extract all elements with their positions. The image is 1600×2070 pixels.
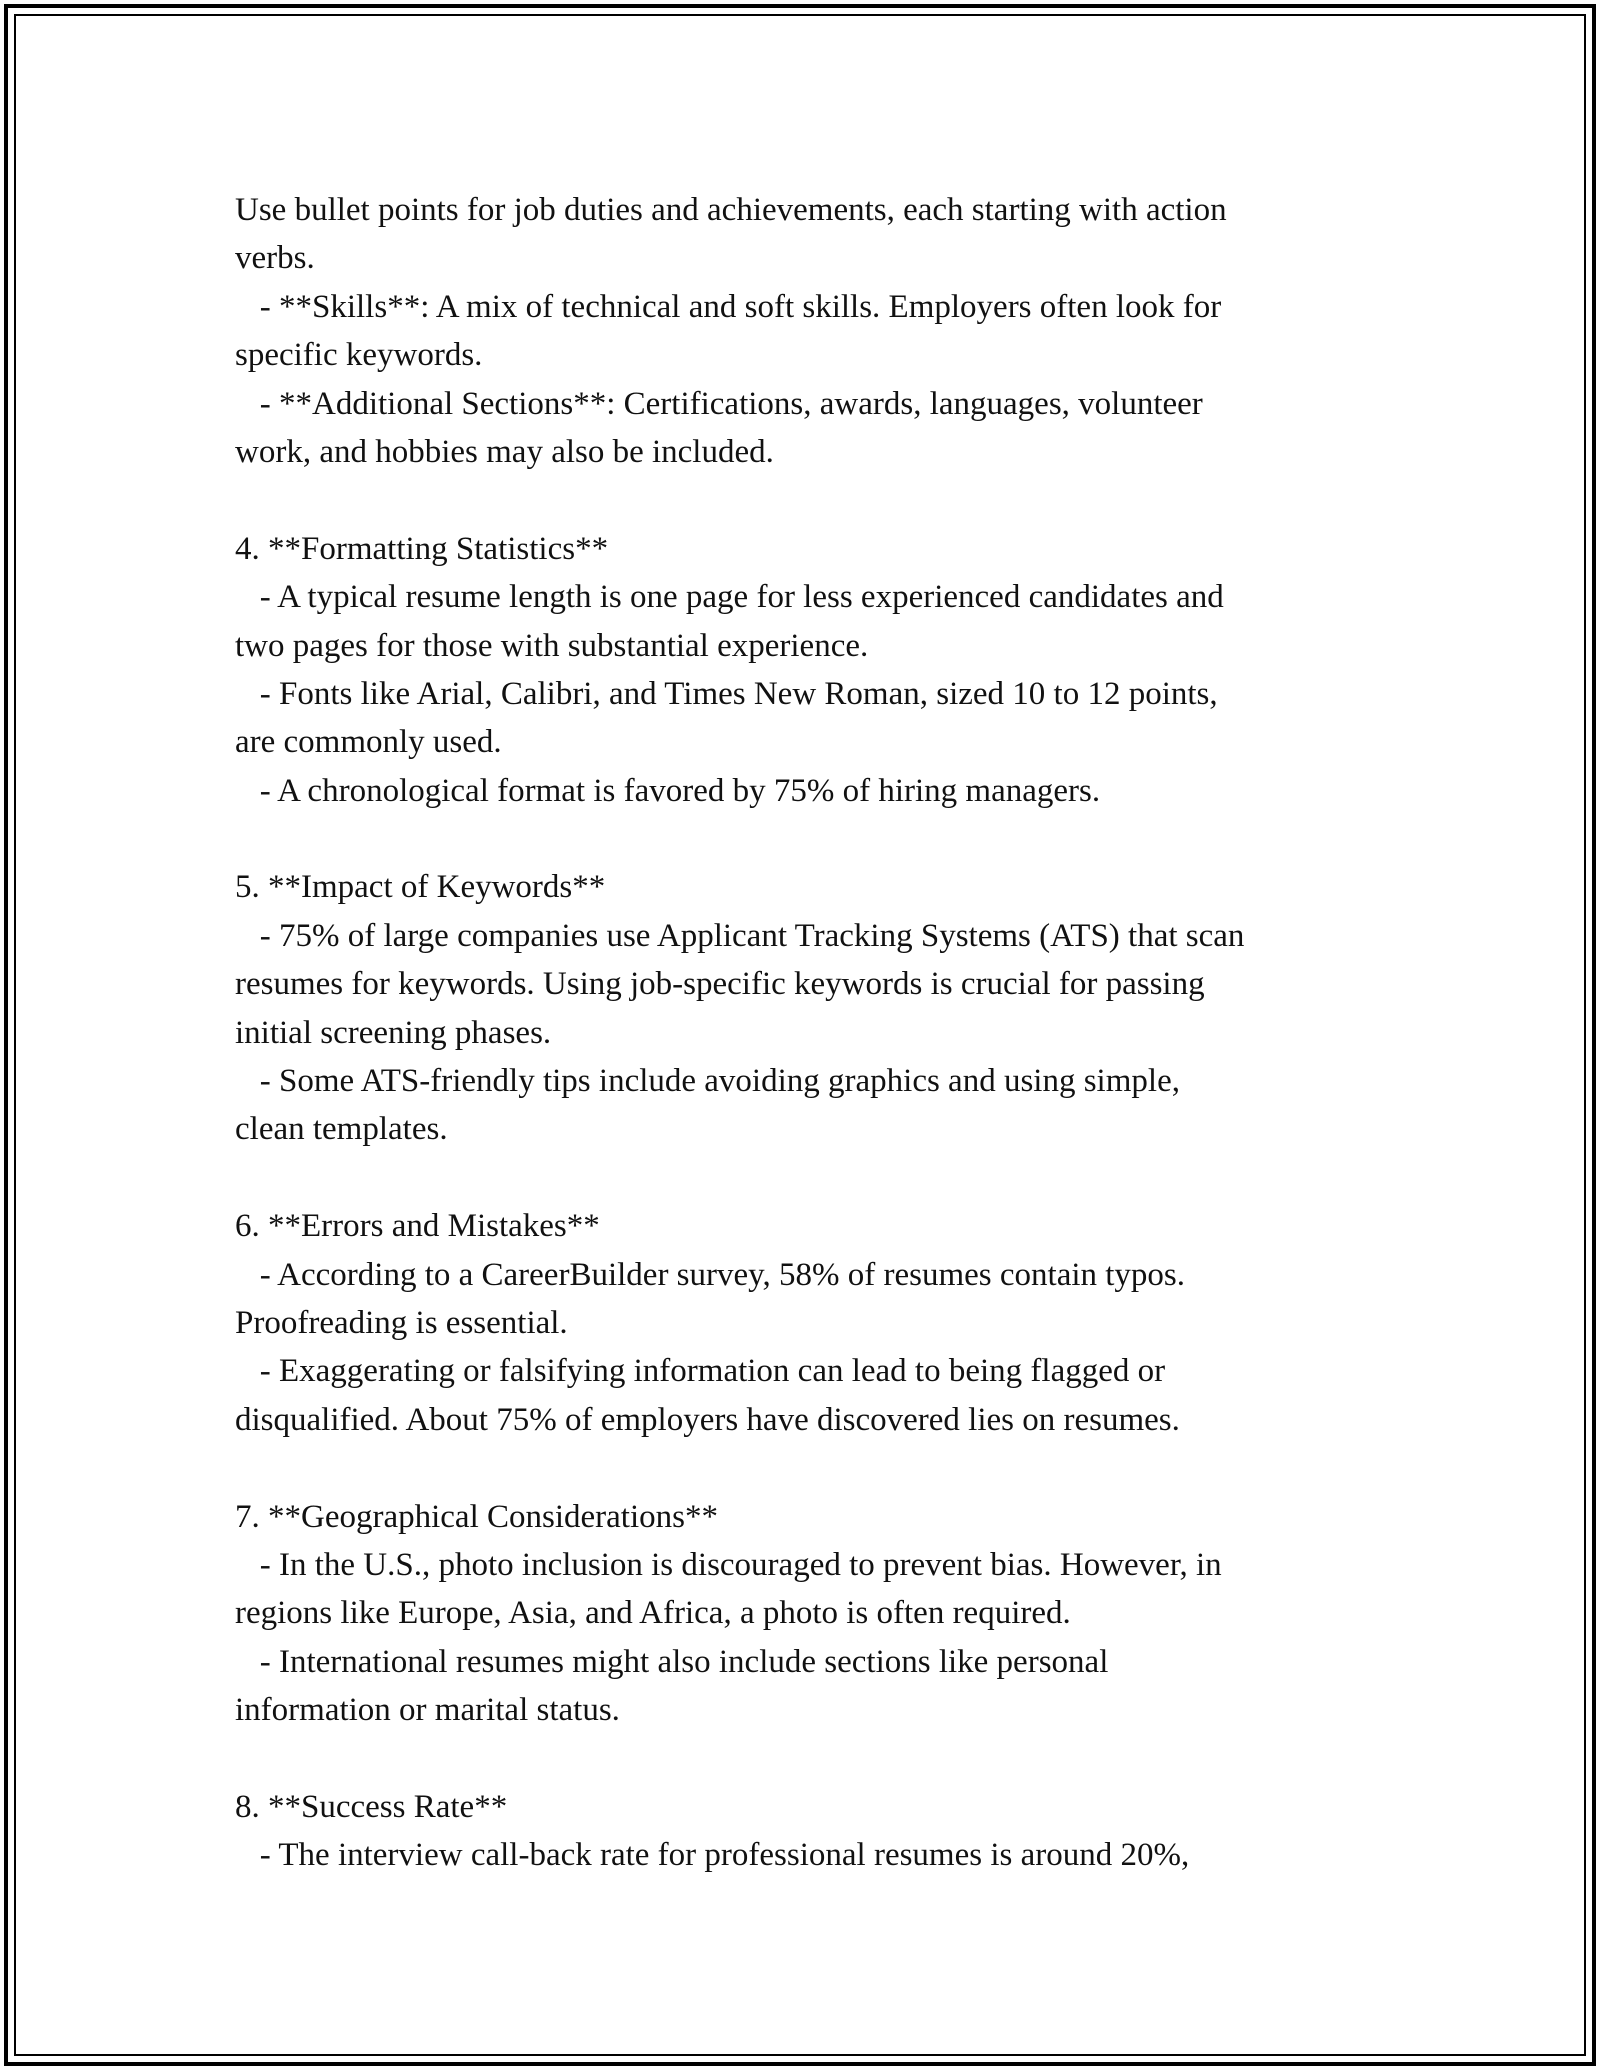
text-line: verbs.	[235, 240, 315, 277]
text-line: - According to a CareerBuilder survey, 58% of resumes contain typos.	[235, 1256, 1186, 1293]
text-line: two pages for those with substantial experience.	[235, 627, 869, 664]
document-body	[235, 186, 1415, 1880]
blank-line	[235, 476, 1415, 524]
text-line: regions like Europe, Asia, and Africa, a photo is often required.	[235, 1595, 1071, 1632]
text-line: work, and hobbies may also be included.	[235, 433, 774, 470]
text-line: resumes for keywords. Using job-specific keywords is crucial for passing	[235, 966, 1205, 1003]
section-heading: 4. **Formatting Statistics**	[235, 530, 609, 567]
section-heading: 6. **Errors and Mistakes**	[235, 1208, 600, 1245]
text-line: clean templates.	[235, 1111, 448, 1148]
section-heading: 5. **Impact of Keywords**	[235, 869, 606, 906]
blank-line	[235, 1444, 1415, 1492]
section-heading: 7. **Geographical Considerations**	[235, 1498, 718, 1535]
text-line: - Exaggerating or falsifying information can lead to being flagged or	[235, 1353, 1166, 1390]
blank-line	[235, 815, 1415, 863]
blank-line	[235, 1154, 1415, 1202]
text-line: Proofreading is essential.	[235, 1304, 568, 1341]
text-line: - A typical resume length is one page for less experienced candidates and	[235, 579, 1224, 616]
text-line: - In the U.S., photo inclusion is discouraged to prevent bias. However, in	[235, 1546, 1222, 1583]
text-line: - **Skills**: A mix of technical and soft skills. Employers often look for	[235, 288, 1222, 325]
text-line: - Fonts like Arial, Calibri, and Times New Roman, sized 10 to 12 points,	[235, 675, 1218, 712]
text-line: - Some ATS-friendly tips include avoiding graphics and using simple,	[235, 1063, 1180, 1100]
text-line: disqualified. About 75% of employers have discovered lies on resumes.	[235, 1401, 1180, 1438]
text-line: - The interview call-back rate for professional resumes is around 20%,	[235, 1837, 1190, 1874]
blank-line	[235, 1735, 1415, 1783]
text-line: - International resumes might also include sections like personal	[235, 1643, 1109, 1680]
section-heading: 8. **Success Rate**	[235, 1788, 508, 1825]
text-line: initial screening phases.	[235, 1014, 552, 1051]
text-line: information or marital status.	[235, 1692, 620, 1729]
text-line: specific keywords.	[235, 337, 483, 374]
text-line: are commonly used.	[235, 724, 502, 761]
text-line: - A chronological format is favored by 75% of hiring managers.	[235, 772, 1101, 809]
text-line: Use bullet points for job duties and achievements, each starting with action	[235, 192, 1227, 228]
text-line: - **Additional Sections**: Certifications, awards, languages, volunteer	[235, 385, 1203, 422]
text-line: - 75% of large companies use Applicant Tracking Systems (ATS) that scan	[235, 917, 1245, 954]
